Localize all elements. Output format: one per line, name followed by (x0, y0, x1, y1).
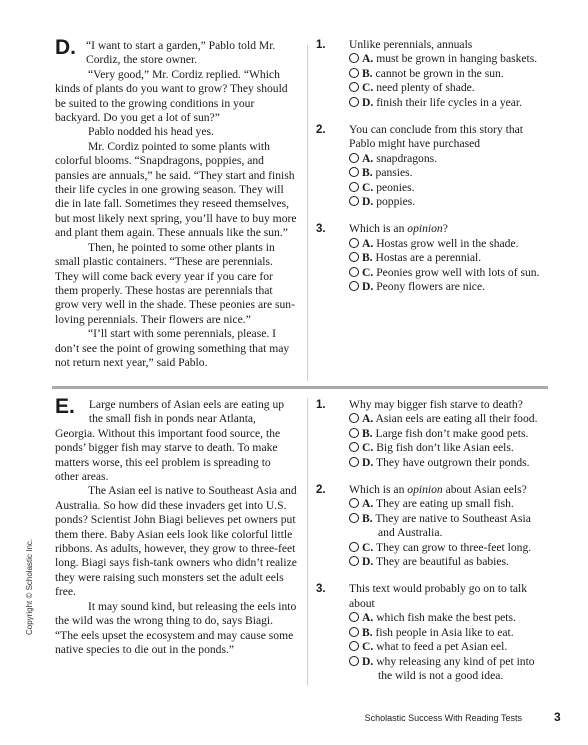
answer-bubble-icon[interactable] (349, 442, 359, 452)
answer-bubble-icon[interactable] (349, 196, 359, 206)
answer-bubble-icon[interactable] (349, 167, 359, 177)
answer-option[interactable]: B. cannot be grown in the sun. (349, 67, 548, 81)
passage-e-paragraph: It may sound kind, but releasing the eels into the wild was the wrong thing to do, says Biagi. “The eels upset the ecosystem and may cause some native species to die out in the ponds.” (55, 599, 297, 656)
copyright-notice: Copyright © Scholastic Inc. (25, 538, 34, 635)
answer-bubble-icon[interactable] (349, 267, 359, 277)
question-stem: Why may bigger fish starve to death? (349, 398, 523, 411)
passage-d-paragraph: “I want to start a garden,” Pablo told Mr. Cordiz, the store owner. (86, 39, 276, 67)
answer-option[interactable]: B. pansies. (349, 166, 548, 180)
section-letter-d: D. (55, 36, 76, 59)
column-divider (307, 398, 308, 686)
answer-bubble-icon[interactable] (349, 457, 359, 467)
answer-bubble-icon[interactable] (349, 641, 359, 651)
answer-option[interactable]: B. They are native to Southeast Asia and Australia. (349, 512, 548, 541)
answer-option[interactable]: A. They are eating up small fish. (349, 497, 548, 511)
answer-option[interactable]: D. why releasing any kind of pet into the wild is not a good idea. (349, 655, 548, 684)
answer-bubble-icon[interactable] (349, 97, 359, 107)
answer-option[interactable]: D. finish their life cycles in a year. (349, 96, 548, 110)
answer-option[interactable]: D. They have outgrown their ponds. (349, 456, 548, 470)
answer-bubble-icon[interactable] (349, 82, 359, 92)
question-number: 2. (316, 484, 326, 497)
answer-bubble-icon[interactable] (349, 53, 359, 63)
question-number: 3. (316, 223, 326, 236)
question-e-3 (316, 582, 548, 683)
question-d-2 (316, 123, 548, 209)
passage-e-paragraph: Large numbers of Asian eels are eating up the small fish in ponds near Atlanta, Georgia. Without this important food source, the ponds’ bigger fish may starve to death. To make matters worse, this eel problem is spreading to other areas. (55, 398, 285, 484)
answer-bubble-icon[interactable] (349, 238, 359, 248)
answer-bubble-icon[interactable] (349, 627, 359, 637)
question-e-1 (316, 398, 548, 470)
question-number: 1. (316, 399, 326, 411)
answer-bubble-icon[interactable] (349, 68, 359, 78)
question-stem: This text would probably go on to talk about (349, 582, 528, 610)
answer-option[interactable]: A. must be grown in hanging baskets. (349, 52, 548, 66)
answer-option[interactable]: A. Asian eels are eating all their food. (349, 412, 548, 426)
answer-option[interactable]: C. Peonies grow well with lots of sun. (349, 266, 548, 280)
passage-d-paragraph: Then, he pointed to some other plants in small plastic containers. “These are perennials. They will come back every year if you care for them properly. These hostas are perennials that grow very well in the shade. These peonies are sun-loving perennials. Their flowers are nice.” (55, 240, 295, 326)
question-number: 3. (316, 583, 326, 596)
section-letter-e: E. (55, 395, 75, 418)
question-number: 1. (316, 39, 326, 51)
answer-option[interactable]: A. snapdragons. (349, 152, 548, 166)
answer-bubble-icon[interactable] (349, 656, 359, 666)
passage-d-paragraph: Pablo nodded his head yes. (88, 125, 214, 139)
answer-bubble-icon[interactable] (349, 413, 359, 423)
questions-d (316, 38, 548, 295)
question-d-1 (316, 38, 548, 110)
question-stem: Which is an opinion? (349, 222, 448, 236)
page-number: 3 (554, 710, 561, 724)
answer-bubble-icon[interactable] (349, 281, 359, 291)
answer-bubble-icon[interactable] (349, 612, 359, 622)
answer-option[interactable]: D. Peony flowers are nice. (349, 280, 548, 294)
question-stem: Unlike perennials, annuals (349, 38, 473, 51)
answer-option[interactable]: C. peonies. (349, 181, 548, 195)
passage-e-paragraph: The Asian eel is native to Southeast Asia and Australia. So how did these invaders get into U.S. ponds? Scientist John Biagi believes pet owners put them there. Baby Asian eels look like colorful little ribbons. As adults, however, they grow to three-feet long. Biagi says fish-tank owners who didn’t realize they were raising such monsters set the adult eels free. (55, 484, 297, 599)
column-divider (307, 45, 308, 381)
answer-bubble-icon[interactable] (349, 513, 359, 523)
section-divider (52, 386, 548, 389)
answer-bubble-icon[interactable] (349, 498, 359, 508)
answer-option[interactable]: D. poppies. (349, 195, 548, 209)
answer-bubble-icon[interactable] (349, 556, 359, 566)
answer-bubble-icon[interactable] (349, 252, 359, 262)
answer-option[interactable]: A. which fish make the best pets. (349, 611, 548, 625)
answer-option[interactable]: A. Hostas grow well in the shade. (349, 237, 548, 251)
answer-bubble-icon[interactable] (349, 182, 359, 192)
answer-bubble-icon[interactable] (349, 428, 359, 438)
passage-d-paragraph: “Very good,” Mr. Cordiz replied. “Which kinds of plants do you want to grow? They should be suited to the growing conditions in your backyard. Do you get a lot of sun?” (55, 67, 288, 125)
questions-e (316, 398, 548, 683)
answer-bubble-icon[interactable] (349, 542, 359, 552)
answer-option[interactable]: C. They can grow to three-feet long. (349, 541, 548, 555)
passage-d-paragraph: Mr. Cordiz pointed to some plants with colorful blooms. “Snapdragons, poppies, and pansies are annuals,” he said. “They start and finish their life cycles in one growing season. They will die in late fall. Sometimes they reseed themselves, but most likely next spring, you’ll have to buy more and plant them again. These annuals like the sun.” (55, 139, 297, 240)
passage-d-paragraph: “I’ll start with some perennials, please. I don’t see the point of growing something that may not return next year,” said Pablo. (55, 327, 290, 369)
answer-option[interactable]: B. Hostas are a perennial. (349, 251, 548, 265)
answer-option[interactable]: C. what to feed a pet Asian eel. (349, 640, 548, 654)
question-stem: You can conclude from this story that Pablo might have purchased (349, 123, 523, 151)
passage-e (55, 397, 297, 657)
question-e-2 (316, 483, 548, 569)
answer-option[interactable]: B. fish people in Asia like to eat. (349, 626, 548, 640)
answer-option[interactable]: C. Big fish don’t like Asian eels. (349, 441, 548, 455)
answer-bubble-icon[interactable] (349, 153, 359, 163)
answer-option[interactable]: B. Large fish don’t make good pets. (349, 427, 548, 441)
footer-title: Scholastic Success With Reading Tests (364, 713, 522, 723)
answer-option[interactable]: D. They are beautiful as babies. (349, 555, 548, 569)
question-number: 2. (316, 124, 326, 137)
question-stem: Which is an opinion about Asian eels? (349, 483, 527, 497)
answer-option[interactable]: C. need plenty of shade. (349, 81, 548, 95)
passage-d (55, 38, 297, 370)
question-d-3 (316, 222, 548, 294)
